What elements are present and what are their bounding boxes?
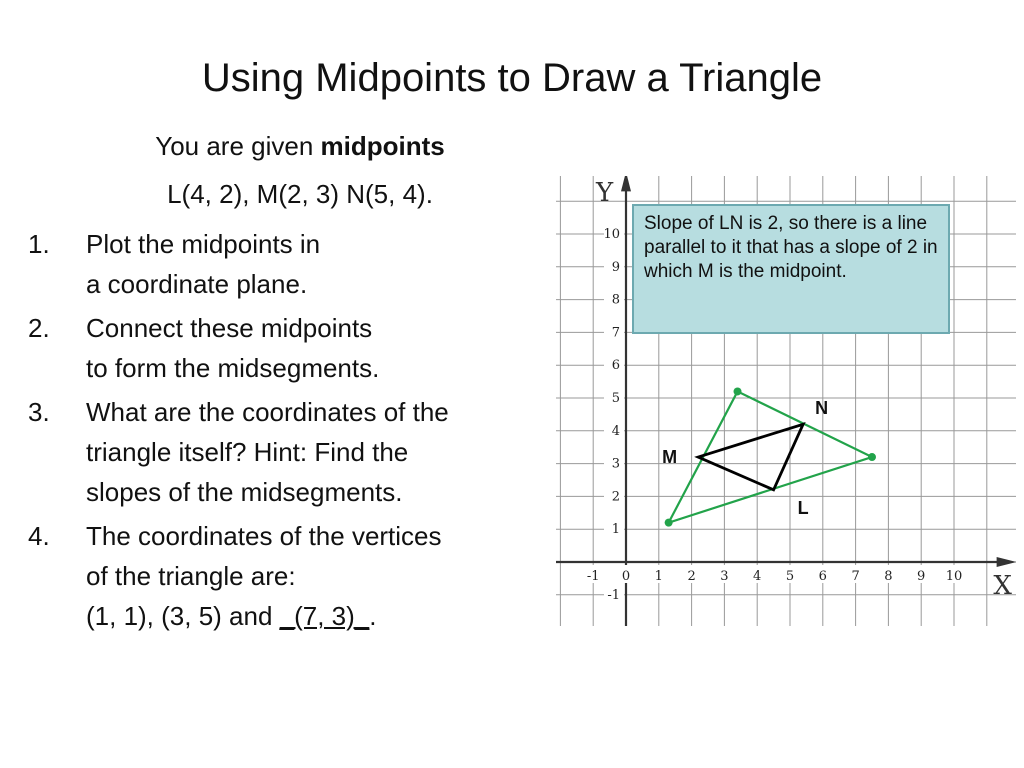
y-tick-label: 5 bbox=[611, 391, 620, 406]
step-1 bbox=[28, 224, 568, 304]
step-text: The coordinates of the vertices bbox=[86, 521, 442, 551]
y-tick-label: 6 bbox=[611, 358, 620, 374]
step-final-line bbox=[86, 596, 568, 636]
step-text: Plot the midpoints in bbox=[86, 229, 321, 259]
step-text: What are the coordinates of the bbox=[86, 397, 449, 427]
y-tick-label: 8 bbox=[611, 292, 620, 308]
x-tick-label: 8 bbox=[884, 569, 893, 584]
x-tick-label: 4 bbox=[753, 569, 762, 584]
step-text: of the triangle are: bbox=[86, 561, 296, 591]
y-axis-label: Y bbox=[596, 178, 614, 209]
y-axis-arrow bbox=[621, 176, 631, 191]
final-prefix: (1, 1), (3, 5) and bbox=[86, 601, 280, 631]
step-number: 3. bbox=[28, 397, 50, 427]
y-tick-label: 9 bbox=[611, 259, 620, 275]
x-axis-arrow bbox=[997, 557, 1016, 567]
final-suffix: . bbox=[369, 601, 377, 631]
given-points: L(4, 2), M(2, 3) N(5, 4). bbox=[167, 179, 433, 209]
x-tick-label: 9 bbox=[917, 569, 926, 584]
answer-blank: _(7, 3)_ bbox=[279, 601, 370, 631]
y-tick-label: 4 bbox=[611, 423, 620, 439]
triangle-vertex bbox=[734, 387, 742, 395]
x-tick-label: 2 bbox=[687, 569, 696, 584]
x-tick-label: 5 bbox=[785, 569, 795, 584]
step-2 bbox=[28, 308, 568, 388]
step-text: Connect these midpoints bbox=[86, 313, 373, 343]
slope-callout: Slope of LN is 2, so there is a line parallel to it that has a slope of 2 in which M is the midpoint. bbox=[632, 204, 950, 334]
step-number: 1. bbox=[28, 229, 50, 259]
x-tick-label: 1 bbox=[654, 569, 663, 584]
midpoint-label-m: M bbox=[662, 447, 678, 468]
step-number: 2. bbox=[28, 313, 50, 343]
y-tick-label: 3 bbox=[611, 456, 620, 472]
y-tick-label: 2 bbox=[611, 489, 620, 505]
triangle-vertex bbox=[868, 453, 876, 461]
x-axis-label: X bbox=[993, 571, 1012, 601]
given-prefix: You are given bbox=[155, 131, 321, 161]
step-text: slopes of the midsegments. bbox=[86, 477, 403, 507]
step-text: triangle itself? Hint: Find the bbox=[86, 437, 409, 467]
slide-title: Using Midpoints to Draw a Triangle bbox=[201, 56, 823, 100]
step-3 bbox=[28, 392, 568, 512]
x-tick-label: -1 bbox=[586, 569, 600, 584]
x-tick-label: 3 bbox=[720, 569, 729, 584]
x-tick-label: 6 bbox=[818, 569, 827, 584]
x-tick-label: 7 bbox=[851, 569, 860, 584]
y-tick-label: -1 bbox=[607, 587, 620, 603]
y-tick-label: 1 bbox=[611, 522, 620, 538]
x-tick-label: 10 bbox=[945, 569, 963, 584]
midpoint-label-l: L bbox=[797, 497, 809, 518]
triangle-vertex bbox=[665, 519, 673, 527]
midpoint-label-n: N bbox=[815, 398, 829, 419]
y-tick-label: 10 bbox=[603, 227, 620, 242]
step-number: 4. bbox=[28, 521, 50, 551]
step-4 bbox=[28, 516, 568, 636]
y-tick-label: 7 bbox=[611, 325, 620, 341]
step-text: to form the midsegments. bbox=[86, 353, 380, 383]
x-tick-label: 0 bbox=[621, 569, 631, 584]
steps-list bbox=[28, 224, 568, 640]
step-text: a coordinate plane. bbox=[86, 269, 308, 299]
given-statement bbox=[0, 128, 600, 164]
given-bold-term: midpoints bbox=[320, 131, 445, 161]
